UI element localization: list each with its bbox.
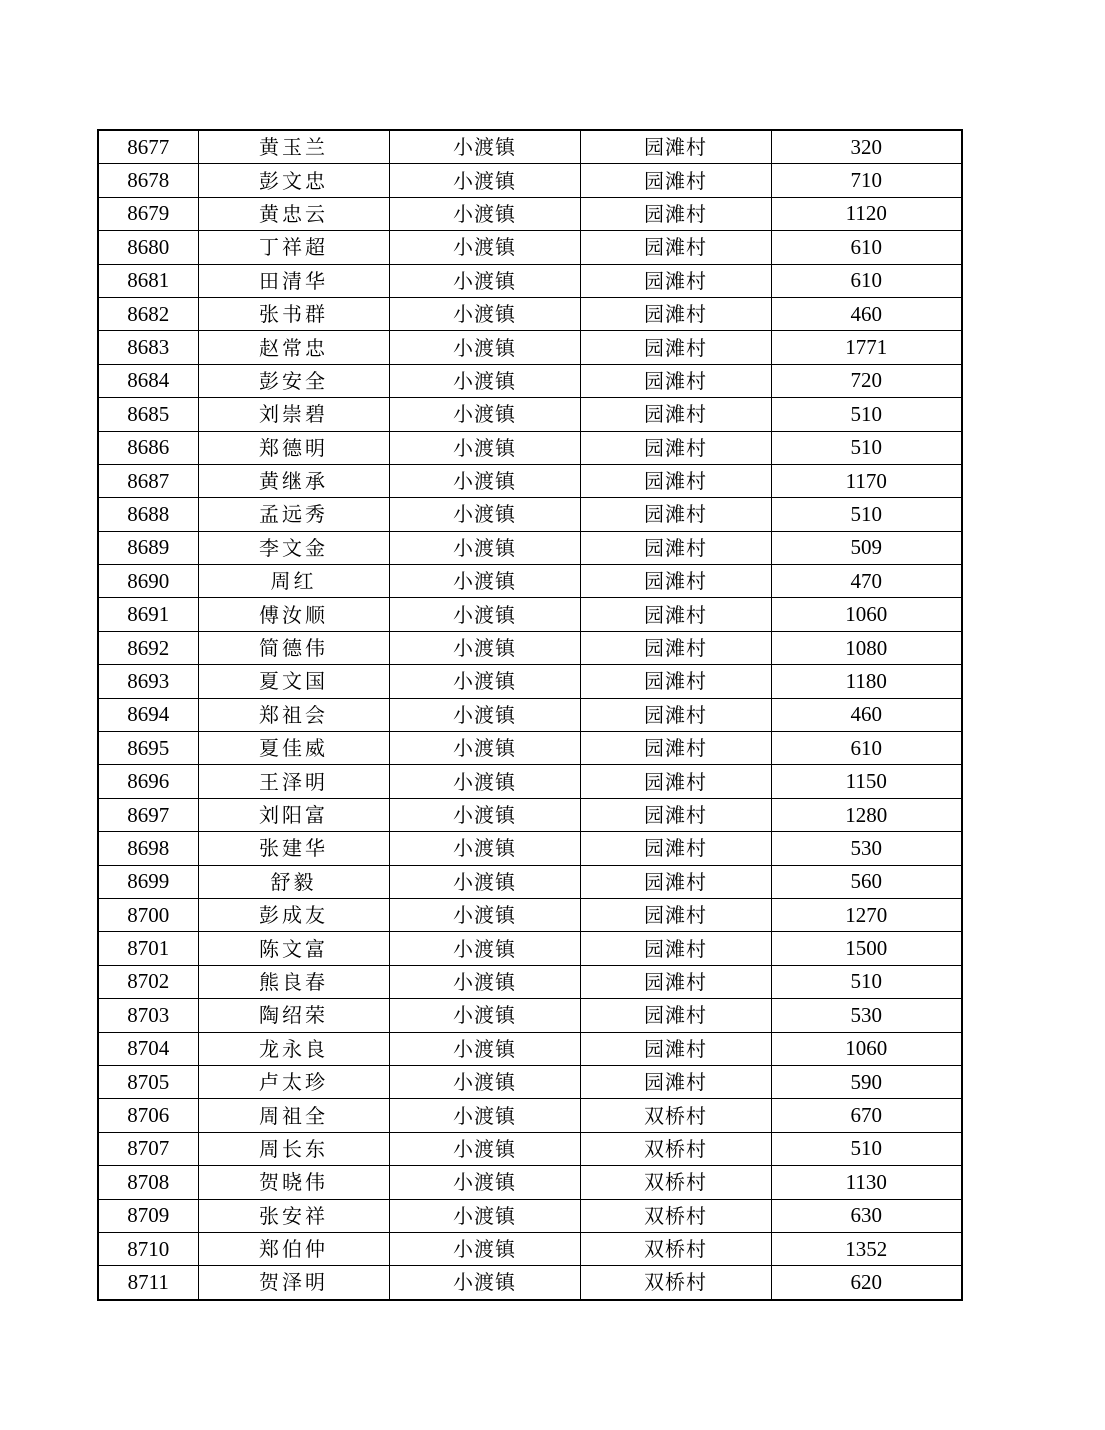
village-cell: 园滩村 [580, 565, 771, 598]
amount-cell: 1170 [771, 464, 962, 497]
village-cell: 园滩村 [580, 698, 771, 731]
record-number-cell: 8700 [98, 898, 198, 931]
amount-cell: 620 [771, 1266, 962, 1300]
record-number-cell: 8705 [98, 1065, 198, 1098]
table-row [98, 431, 962, 464]
table-row [98, 1266, 962, 1300]
person-name-cell: 李文金 [198, 531, 389, 564]
person-name-cell: 简德伟 [198, 631, 389, 664]
town-cell: 小渡镇 [389, 130, 580, 164]
table-row [98, 1065, 962, 1098]
table-row [98, 364, 962, 397]
amount-cell: 460 [771, 698, 962, 731]
town-cell: 小渡镇 [389, 364, 580, 397]
table-row [98, 965, 962, 998]
village-cell: 园滩村 [580, 164, 771, 197]
record-number-cell: 8688 [98, 498, 198, 531]
record-number-cell: 8684 [98, 364, 198, 397]
amount-cell: 610 [771, 732, 962, 765]
record-number-cell: 8703 [98, 999, 198, 1032]
town-cell: 小渡镇 [389, 498, 580, 531]
amount-cell: 1120 [771, 197, 962, 230]
table-row [98, 498, 962, 531]
town-cell: 小渡镇 [389, 865, 580, 898]
record-number-cell: 8691 [98, 598, 198, 631]
person-name-cell: 周长东 [198, 1132, 389, 1165]
person-name-cell: 张安祥 [198, 1199, 389, 1232]
person-name-cell: 田清华 [198, 264, 389, 297]
table-row [98, 631, 962, 664]
village-cell: 园滩村 [580, 865, 771, 898]
person-name-cell: 周红 [198, 565, 389, 598]
amount-cell: 510 [771, 1132, 962, 1165]
table-row [98, 130, 962, 164]
amount-cell: 1771 [771, 331, 962, 364]
person-name-cell: 王泽明 [198, 765, 389, 798]
town-cell: 小渡镇 [389, 331, 580, 364]
record-number-cell: 8707 [98, 1132, 198, 1165]
table-row [98, 264, 962, 297]
amount-cell: 1500 [771, 932, 962, 965]
record-number-cell: 8702 [98, 965, 198, 998]
table-row [98, 732, 962, 765]
person-name-cell: 郑伯仲 [198, 1232, 389, 1265]
table-row [98, 1032, 962, 1065]
table-row [98, 297, 962, 330]
record-number-cell: 8689 [98, 531, 198, 564]
person-name-cell: 孟远秀 [198, 498, 389, 531]
amount-cell: 1060 [771, 1032, 962, 1065]
table-row [98, 999, 962, 1032]
record-number-cell: 8695 [98, 732, 198, 765]
amount-cell: 610 [771, 264, 962, 297]
record-number-cell: 8697 [98, 798, 198, 831]
village-cell: 双桥村 [580, 1099, 771, 1132]
village-cell: 双桥村 [580, 1166, 771, 1199]
amount-cell: 1280 [771, 798, 962, 831]
record-number-cell: 8690 [98, 565, 198, 598]
table-row [98, 932, 962, 965]
record-number-cell: 8682 [98, 297, 198, 330]
town-cell: 小渡镇 [389, 164, 580, 197]
town-cell: 小渡镇 [389, 1099, 580, 1132]
table-row [98, 1166, 962, 1199]
town-cell: 小渡镇 [389, 1132, 580, 1165]
record-number-cell: 8696 [98, 765, 198, 798]
person-name-cell: 夏文国 [198, 665, 389, 698]
record-number-cell: 8677 [98, 130, 198, 164]
town-cell: 小渡镇 [389, 1199, 580, 1232]
record-number-cell: 8701 [98, 932, 198, 965]
amount-cell: 510 [771, 965, 962, 998]
person-name-cell: 陈文富 [198, 932, 389, 965]
person-name-cell: 贺泽明 [198, 1266, 389, 1300]
amount-cell: 320 [771, 130, 962, 164]
table-row [98, 898, 962, 931]
record-number-cell: 8694 [98, 698, 198, 731]
record-number-cell: 8686 [98, 431, 198, 464]
table-row [98, 865, 962, 898]
village-cell: 园滩村 [580, 999, 771, 1032]
person-name-cell: 周祖全 [198, 1099, 389, 1132]
village-cell: 园滩村 [580, 732, 771, 765]
person-name-cell: 彭文忠 [198, 164, 389, 197]
town-cell: 小渡镇 [389, 1065, 580, 1098]
town-cell: 小渡镇 [389, 264, 580, 297]
person-name-cell: 舒毅 [198, 865, 389, 898]
table-row [98, 1099, 962, 1132]
table-row [98, 832, 962, 865]
town-cell: 小渡镇 [389, 598, 580, 631]
town-cell: 小渡镇 [389, 1266, 580, 1300]
town-cell: 小渡镇 [389, 832, 580, 865]
record-number-cell: 8683 [98, 331, 198, 364]
person-name-cell: 丁祥超 [198, 231, 389, 264]
amount-cell: 1060 [771, 598, 962, 631]
person-name-cell: 龙永良 [198, 1032, 389, 1065]
record-number-cell: 8680 [98, 231, 198, 264]
table-row [98, 197, 962, 230]
table-row [98, 531, 962, 564]
village-cell: 园滩村 [580, 665, 771, 698]
town-cell: 小渡镇 [389, 631, 580, 664]
village-cell: 园滩村 [580, 1032, 771, 1065]
person-name-cell: 黄继承 [198, 464, 389, 497]
record-number-cell: 8678 [98, 164, 198, 197]
person-name-cell: 刘崇碧 [198, 398, 389, 431]
town-cell: 小渡镇 [389, 197, 580, 230]
amount-cell: 670 [771, 1099, 962, 1132]
record-number-cell: 8681 [98, 264, 198, 297]
town-cell: 小渡镇 [389, 297, 580, 330]
town-cell: 小渡镇 [389, 665, 580, 698]
village-cell: 园滩村 [580, 1065, 771, 1098]
person-name-cell: 陶绍荣 [198, 999, 389, 1032]
amount-cell: 530 [771, 832, 962, 865]
person-name-cell: 郑德明 [198, 431, 389, 464]
amount-cell: 1270 [771, 898, 962, 931]
amount-cell: 1352 [771, 1232, 962, 1265]
village-cell: 园滩村 [580, 197, 771, 230]
record-number-cell: 8685 [98, 398, 198, 431]
village-cell: 园滩村 [580, 898, 771, 931]
town-cell: 小渡镇 [389, 898, 580, 931]
record-number-cell: 8708 [98, 1166, 198, 1199]
table-row [98, 398, 962, 431]
person-name-cell: 熊良春 [198, 965, 389, 998]
record-number-cell: 8704 [98, 1032, 198, 1065]
table-row [98, 598, 962, 631]
amount-cell: 470 [771, 565, 962, 598]
village-cell: 园滩村 [580, 598, 771, 631]
town-cell: 小渡镇 [389, 1032, 580, 1065]
village-cell: 双桥村 [580, 1132, 771, 1165]
town-cell: 小渡镇 [389, 398, 580, 431]
amount-cell: 610 [771, 231, 962, 264]
village-cell: 园滩村 [580, 331, 771, 364]
village-cell: 园滩村 [580, 498, 771, 531]
record-number-cell: 8709 [98, 1199, 198, 1232]
village-cell: 园滩村 [580, 464, 771, 497]
village-cell: 园滩村 [580, 398, 771, 431]
amount-cell: 1150 [771, 765, 962, 798]
person-name-cell: 夏佳威 [198, 732, 389, 765]
person-name-cell: 彭成友 [198, 898, 389, 931]
table-row [98, 331, 962, 364]
amount-cell: 1080 [771, 631, 962, 664]
table-row [98, 1199, 962, 1232]
amount-cell: 720 [771, 364, 962, 397]
record-number-cell: 8679 [98, 197, 198, 230]
amount-cell: 1130 [771, 1166, 962, 1199]
village-cell: 园滩村 [580, 364, 771, 397]
village-cell: 双桥村 [580, 1232, 771, 1265]
amount-cell: 460 [771, 297, 962, 330]
village-cell: 园滩村 [580, 798, 771, 831]
village-cell: 园滩村 [580, 130, 771, 164]
village-cell: 园滩村 [580, 965, 771, 998]
village-cell: 园滩村 [580, 264, 771, 297]
town-cell: 小渡镇 [389, 999, 580, 1032]
village-cell: 园滩村 [580, 631, 771, 664]
town-cell: 小渡镇 [389, 231, 580, 264]
table-row [98, 1132, 962, 1165]
village-cell: 园滩村 [580, 765, 771, 798]
table-row [98, 164, 962, 197]
person-name-cell: 郑祖会 [198, 698, 389, 731]
amount-cell: 510 [771, 498, 962, 531]
person-name-cell: 黄忠云 [198, 197, 389, 230]
village-cell: 园滩村 [580, 932, 771, 965]
town-cell: 小渡镇 [389, 798, 580, 831]
person-name-cell: 彭安全 [198, 364, 389, 397]
table-row [98, 565, 962, 598]
village-cell: 双桥村 [580, 1199, 771, 1232]
record-number-cell: 8698 [98, 832, 198, 865]
village-cell: 园滩村 [580, 231, 771, 264]
amount-cell: 509 [771, 531, 962, 564]
amount-cell: 530 [771, 999, 962, 1032]
town-cell: 小渡镇 [389, 965, 580, 998]
record-number-cell: 8710 [98, 1232, 198, 1265]
village-cell: 园滩村 [580, 832, 771, 865]
table-row [98, 698, 962, 731]
amount-cell: 1180 [771, 665, 962, 698]
town-cell: 小渡镇 [389, 531, 580, 564]
amount-cell: 590 [771, 1065, 962, 1098]
amount-cell: 630 [771, 1199, 962, 1232]
town-cell: 小渡镇 [389, 1232, 580, 1265]
table-row [98, 231, 962, 264]
town-cell: 小渡镇 [389, 464, 580, 497]
village-cell: 园滩村 [580, 297, 771, 330]
person-name-cell: 张书群 [198, 297, 389, 330]
amount-cell: 710 [771, 164, 962, 197]
person-name-cell: 刘阳富 [198, 798, 389, 831]
town-cell: 小渡镇 [389, 732, 580, 765]
person-name-cell: 贺晓伟 [198, 1166, 389, 1199]
amount-cell: 560 [771, 865, 962, 898]
town-cell: 小渡镇 [389, 1166, 580, 1199]
record-number-cell: 8699 [98, 865, 198, 898]
record-number-cell: 8706 [98, 1099, 198, 1132]
village-cell: 双桥村 [580, 1266, 771, 1300]
table-row [98, 665, 962, 698]
records-table [97, 129, 963, 1301]
town-cell: 小渡镇 [389, 565, 580, 598]
person-name-cell: 赵常忠 [198, 331, 389, 364]
town-cell: 小渡镇 [389, 932, 580, 965]
record-number-cell: 8693 [98, 665, 198, 698]
village-cell: 园滩村 [580, 531, 771, 564]
person-name-cell: 傅汝顺 [198, 598, 389, 631]
town-cell: 小渡镇 [389, 431, 580, 464]
table-row [98, 464, 962, 497]
records-table-body [98, 130, 962, 1300]
person-name-cell: 张建华 [198, 832, 389, 865]
town-cell: 小渡镇 [389, 698, 580, 731]
table-row [98, 765, 962, 798]
table-row [98, 798, 962, 831]
village-cell: 园滩村 [580, 431, 771, 464]
town-cell: 小渡镇 [389, 765, 580, 798]
record-number-cell: 8687 [98, 464, 198, 497]
person-name-cell: 卢太珍 [198, 1065, 389, 1098]
person-name-cell: 黄玉兰 [198, 130, 389, 164]
amount-cell: 510 [771, 398, 962, 431]
amount-cell: 510 [771, 431, 962, 464]
table-row [98, 1232, 962, 1265]
record-number-cell: 8711 [98, 1266, 198, 1300]
record-number-cell: 8692 [98, 631, 198, 664]
